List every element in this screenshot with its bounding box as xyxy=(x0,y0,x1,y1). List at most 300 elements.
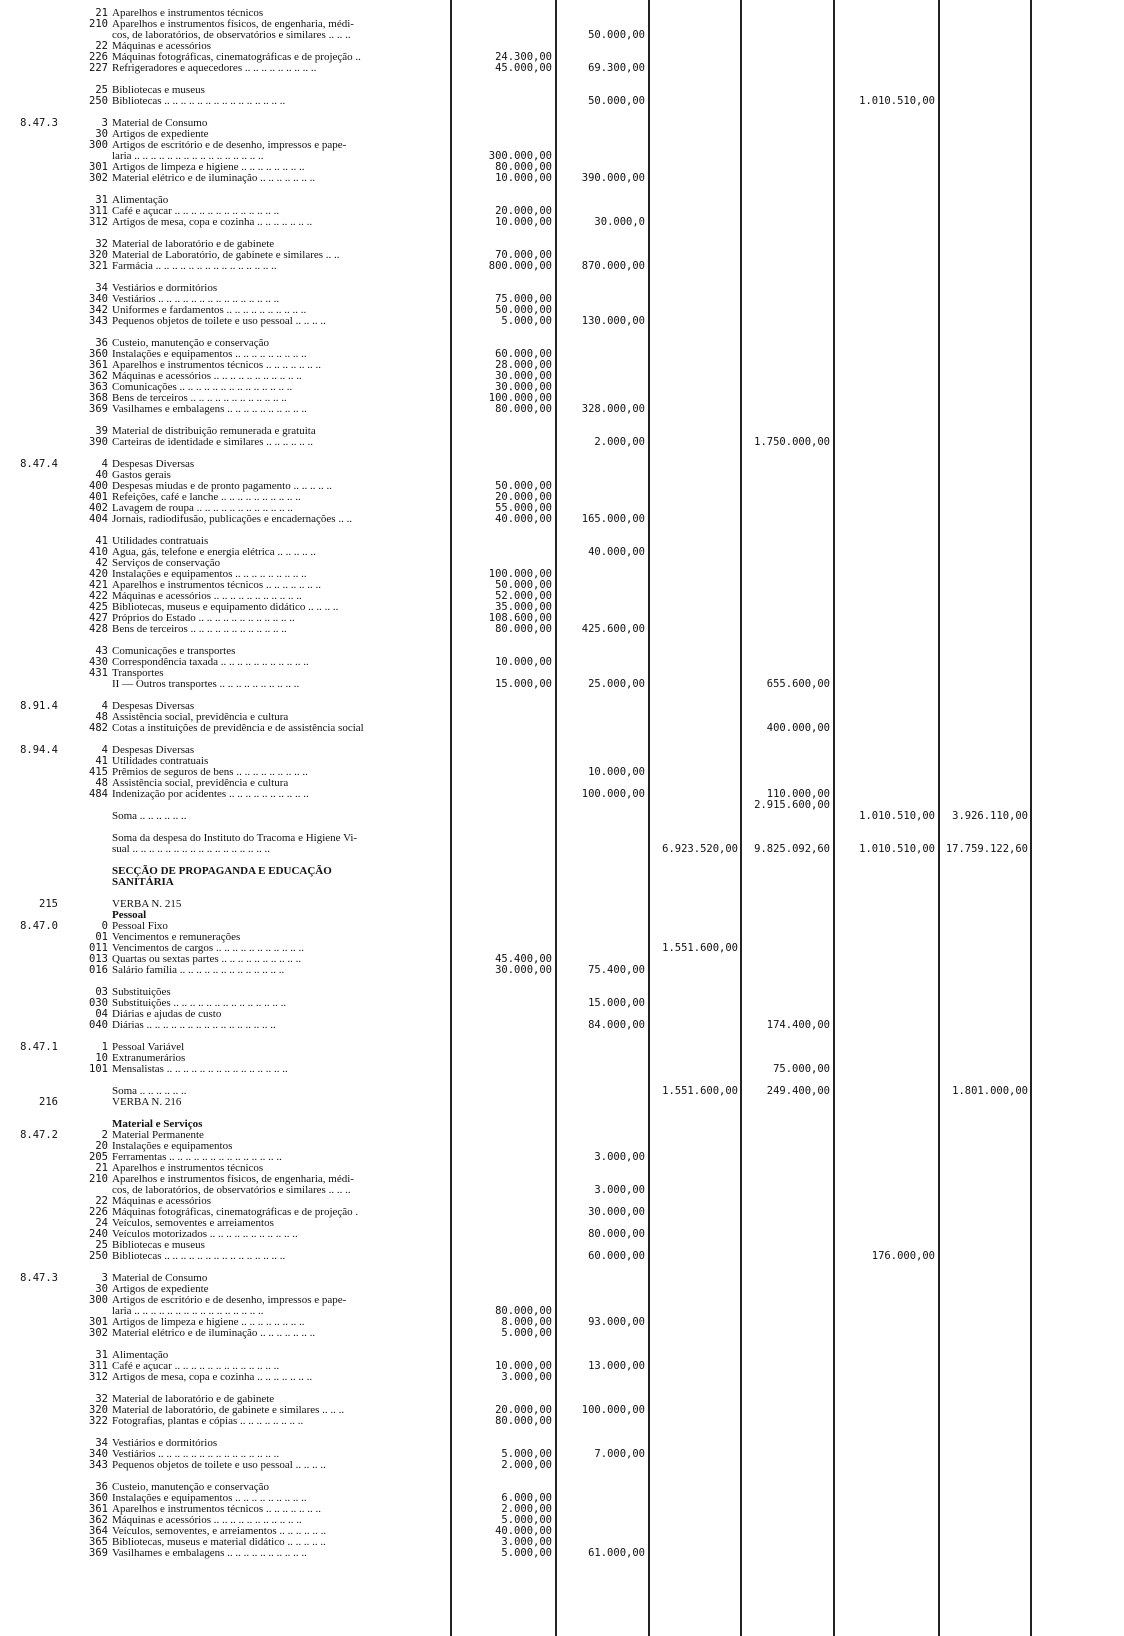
row-amount: 5.000,00 xyxy=(501,1514,552,1526)
row-code: 362 xyxy=(89,1514,108,1526)
row-amount: 100.000,00 xyxy=(581,1404,645,1416)
row-code: 30 xyxy=(95,128,108,140)
row-code: 8.47.4 xyxy=(20,458,58,470)
row-code: 421 xyxy=(89,579,108,591)
row-description: Bibliotecas, museus e material didático .. .. .. .. .. xyxy=(112,1536,326,1548)
row-amount: 2.000,00 xyxy=(501,1459,552,1471)
row-amount: 50.000,00 xyxy=(495,480,552,492)
row-description: laria .. .. .. .. .. .. .. .. .. .. .. .. .. .. .. .. xyxy=(112,150,264,162)
row-code: 4 xyxy=(101,458,108,470)
row-description: Ferramentas .. .. .. .. .. .. .. .. .. .. .. .. .. .. xyxy=(112,1151,282,1163)
row-code: 4 xyxy=(101,744,108,756)
row-description: Máquinas e acessórios xyxy=(112,1195,211,1207)
row-code: 361 xyxy=(89,359,108,371)
row-description: Artigos de expediente xyxy=(112,1283,209,1295)
row-code: 226 xyxy=(89,1206,108,1218)
row-description: Mensalistas .. .. .. .. .. .. .. .. .. .. .. .. .. .. .. xyxy=(112,1063,288,1075)
row-amount: 93.000,00 xyxy=(588,1316,645,1328)
row-description: Material de Consumo xyxy=(112,117,208,129)
row-description: Vestiários e dormitórios xyxy=(112,282,218,294)
row-description: Instalações e equipamentos .. .. .. .. .. .. .. .. .. xyxy=(112,568,307,580)
row-code: 320 xyxy=(89,1404,108,1416)
row-code: 25 xyxy=(95,1239,108,1251)
column-rule xyxy=(740,0,742,1636)
row-description: Gastos gerais xyxy=(112,469,171,481)
row-description: Aparelhos e instrumentos físicos, de engenharia, médi- xyxy=(112,1173,354,1185)
row-amount: 45.400,00 xyxy=(495,953,552,965)
row-amount: 61.000,00 xyxy=(588,1547,645,1559)
row-description: Custeio, manutenção e conservação xyxy=(112,337,269,349)
row-amount: 249.400,00 xyxy=(766,1085,830,1097)
row-description: Diárias e ajudas de custo xyxy=(112,1008,222,1020)
row-amount: 390.000,00 xyxy=(581,172,645,184)
row-code: 215 xyxy=(39,898,58,910)
row-code: 03 xyxy=(95,986,108,998)
row-code: 20 xyxy=(95,1140,108,1152)
row-description: Instalações e equipamentos .. .. .. .. .. .. .. .. .. xyxy=(112,348,307,360)
column-rule xyxy=(1030,0,1032,1636)
row-code: 301 xyxy=(89,1316,108,1328)
row-amount: 75.000,00 xyxy=(495,293,552,305)
row-amount: 1.750.000,00 xyxy=(754,436,830,448)
row-description: Bibliotecas e museus xyxy=(112,1239,205,1251)
row-description: Aparelhos e instrumentos físicos, de engenharia, médi- xyxy=(112,18,354,30)
row-description: Vencimentos e remunerações xyxy=(112,931,241,943)
row-description: Máquinas fotográficas, cinematográficas e de projeção . xyxy=(112,1206,359,1218)
row-code: 8.47.3 xyxy=(20,117,58,129)
row-amount: 2.000,00 xyxy=(501,1503,552,1515)
row-code: 360 xyxy=(89,1492,108,1504)
row-amount: 50.000,00 xyxy=(495,579,552,591)
row-description: Pessoal Fixo xyxy=(112,920,168,932)
row-amount: 174.400,00 xyxy=(766,1019,830,1031)
row-description: Alimentação xyxy=(112,1349,169,1361)
row-code: 363 xyxy=(89,381,108,393)
row-description: Pequenos objetos de toilete e uso pessoal .. .. .. .. xyxy=(112,1459,326,1471)
row-amount: 300.000,00 xyxy=(488,150,552,162)
row-amount: 3.000,00 xyxy=(501,1371,552,1383)
row-code: 427 xyxy=(89,612,108,624)
row-description: Máquinas fotográficas, cinematográficas e de projeção .. xyxy=(112,51,361,63)
row-description: Artigos de mesa, copa e cozinha .. .. .. .. .. .. .. xyxy=(112,1371,313,1383)
row-amount: 870.000,00 xyxy=(581,260,645,272)
row-description: Despesas Diversas xyxy=(112,700,195,712)
row-description: Material elétrico e de iluminação .. .. .. .. .. .. .. xyxy=(112,172,316,184)
row-amount: 5.000,00 xyxy=(501,315,552,327)
row-amount: 20.000,00 xyxy=(495,1404,552,1416)
row-amount: 1.010.510,00 xyxy=(859,843,935,855)
row-code: 216 xyxy=(39,1096,58,1108)
row-description: Material de Laboratório, de gabinete e similares .. .. xyxy=(112,249,340,261)
row-code: 42 xyxy=(95,557,108,569)
row-description: Artigos de limpeza e higiene .. .. .. .. .. .. .. .. xyxy=(112,1316,305,1328)
row-code: 101 xyxy=(89,1063,108,1075)
row-code: 312 xyxy=(89,216,108,228)
column-rule xyxy=(450,0,452,1636)
row-amount: 5.000,00 xyxy=(501,1547,552,1559)
row-description: Instalações e equipamentos .. .. .. .. .. .. .. .. .. xyxy=(112,1492,307,1504)
row-code: 369 xyxy=(89,1547,108,1559)
row-amount: 800.000,00 xyxy=(488,260,552,272)
row-description: Farmácia .. .. .. .. .. .. .. .. .. .. .. .. .. .. .. xyxy=(112,260,277,272)
row-code: 030 xyxy=(89,997,108,1009)
row-code: 430 xyxy=(89,656,108,668)
row-amount: 1.010.510,00 xyxy=(859,95,935,107)
row-amount: 15.000,00 xyxy=(495,678,552,690)
row-description: SANITÁRIA xyxy=(112,876,174,888)
row-amount: 80.000,00 xyxy=(495,1415,552,1427)
row-description: Vestiários .. .. .. .. .. .. .. .. .. .. .. .. .. .. .. xyxy=(112,1448,280,1460)
row-code: 2 xyxy=(101,1129,108,1141)
row-code: 343 xyxy=(89,315,108,327)
row-code: 40 xyxy=(95,469,108,481)
row-amount: 10.000,00 xyxy=(495,172,552,184)
row-amount: 30.000,00 xyxy=(495,370,552,382)
row-description: Assistência social, previdência e cultura xyxy=(112,711,289,723)
row-description: Assistência social, previdência e cultura xyxy=(112,777,289,789)
row-amount: 69.300,00 xyxy=(588,62,645,74)
row-amount: 15.000,00 xyxy=(588,997,645,1009)
row-description: Material e Serviços xyxy=(112,1118,203,1130)
row-description: Aparelhos e instrumentos técnicos .. .. .. .. .. .. .. xyxy=(112,1503,321,1515)
row-code: 342 xyxy=(89,304,108,316)
row-code: 402 xyxy=(89,502,108,514)
row-code: 250 xyxy=(89,95,108,107)
row-amount: 6.923.520,00 xyxy=(662,843,738,855)
column-rule xyxy=(555,0,557,1636)
row-amount: 108.600,00 xyxy=(488,612,552,624)
row-code: 210 xyxy=(89,1173,108,1185)
row-amount: 10.000,00 xyxy=(495,1360,552,1372)
row-code: 368 xyxy=(89,392,108,404)
row-amount: 1.551.600,00 xyxy=(662,942,738,954)
row-description: VERBA N. 215 xyxy=(112,898,182,910)
row-description: Máquinas e acessórios .. .. .. .. .. .. .. .. .. .. .. xyxy=(112,370,302,382)
row-code: 210 xyxy=(89,18,108,30)
row-amount: 75.000,00 xyxy=(773,1063,830,1075)
row-description: Material de distribuição remunerada e gratuita xyxy=(112,425,316,437)
row-description: Aparelhos e instrumentos técnicos xyxy=(112,1162,264,1174)
row-code: 340 xyxy=(89,1448,108,1460)
row-code: 04 xyxy=(95,1008,108,1020)
row-code: 425 xyxy=(89,601,108,613)
row-description: Material de laboratório e de gabinete xyxy=(112,238,275,250)
row-amount: 8.000,00 xyxy=(501,1316,552,1328)
row-description: Fotografias, plantas e cópias .. .. .. .. .. .. .. .. xyxy=(112,1415,304,1427)
row-description: Próprios do Estado .. .. .. .. .. .. .. .. .. .. .. .. xyxy=(112,612,295,624)
row-description: Vencimentos de cargos .. .. .. .. .. .. .. .. .. .. .. xyxy=(112,942,304,954)
row-code: 34 xyxy=(95,1437,108,1449)
column-rule xyxy=(833,0,835,1636)
row-amount: 400.000,00 xyxy=(766,722,830,734)
row-code: 10 xyxy=(95,1052,108,1064)
row-code: 415 xyxy=(89,766,108,778)
row-code: 43 xyxy=(95,645,108,657)
row-code: 369 xyxy=(89,403,108,415)
row-amount: 35.000,00 xyxy=(495,601,552,613)
row-description: Carteiras de identidade e similares .. .. .. .. .. .. xyxy=(112,436,313,448)
row-code: 226 xyxy=(89,51,108,63)
row-code: 322 xyxy=(89,1415,108,1427)
row-amount: 30.000,0 xyxy=(594,216,645,228)
row-description: Vasilhames e embalagens .. .. .. .. .. .. .. .. .. .. xyxy=(112,1547,307,1559)
row-code: 016 xyxy=(89,964,108,976)
row-code: 484 xyxy=(89,788,108,800)
row-code: 321 xyxy=(89,260,108,272)
row-code: 404 xyxy=(89,513,108,525)
row-amount: 45.000,00 xyxy=(495,62,552,74)
row-code: 25 xyxy=(95,84,108,96)
row-description: Uniformes e fardamentos .. .. .. .. .. .. .. .. .. .. xyxy=(112,304,307,316)
row-amount: 40.000,00 xyxy=(588,546,645,558)
row-amount: 55.000,00 xyxy=(495,502,552,514)
row-description: Custeio, manutenção e conservação xyxy=(112,1481,269,1493)
row-code: 205 xyxy=(89,1151,108,1163)
row-description: Artigos de limpeza e higiene .. .. .. .. .. .. .. .. xyxy=(112,161,305,173)
row-description: Pessoal Variável xyxy=(112,1041,185,1053)
row-description: Bibliotecas .. .. .. .. .. .. .. .. .. .. .. .. .. .. .. xyxy=(112,95,286,107)
row-code: 8.47.2 xyxy=(20,1129,58,1141)
row-description: Despesas miudas e de pronto pagamento .. .. .. .. .. xyxy=(112,480,332,492)
row-code: 48 xyxy=(95,777,108,789)
row-description: VERBA N. 216 xyxy=(112,1096,182,1108)
row-description: Cotas a instituições de previdência e de assistência social xyxy=(112,722,364,734)
row-description: Agua, gás, telefone e energia elétrica .. .. .. .. .. xyxy=(112,546,316,558)
row-code: 040 xyxy=(89,1019,108,1031)
row-amount: 3.000,00 xyxy=(594,1184,645,1196)
row-amount: 655.600,00 xyxy=(766,678,830,690)
row-code: 343 xyxy=(89,1459,108,1471)
row-code: 36 xyxy=(95,1481,108,1493)
row-amount: 165.000,00 xyxy=(581,513,645,525)
row-amount: 40.000,00 xyxy=(495,513,552,525)
row-description: Substituições .. .. .. .. .. .. .. .. .. .. .. .. .. .. xyxy=(112,997,287,1009)
row-code: 32 xyxy=(95,238,108,250)
row-code: 312 xyxy=(89,1371,108,1383)
row-amount: 2.915.600,00 xyxy=(754,799,830,811)
row-description: II — Outros transportes .. .. .. .. .. .. .. .. .. .. xyxy=(112,678,300,690)
row-amount: 30.000,00 xyxy=(588,1206,645,1218)
row-description: Alimentação xyxy=(112,194,169,206)
row-amount: 28.000,00 xyxy=(495,359,552,371)
row-code: 34 xyxy=(95,282,108,294)
row-code: 3 xyxy=(101,1272,108,1284)
row-code: 1 xyxy=(101,1041,108,1053)
row-amount: 40.000,00 xyxy=(495,1525,552,1537)
row-code: 31 xyxy=(95,1349,108,1361)
row-description: Vasilhames e embalagens .. .. .. .. .. .. .. .. .. .. xyxy=(112,403,307,415)
row-code: 4 xyxy=(101,700,108,712)
row-code: 31 xyxy=(95,194,108,206)
row-description: Veículos motorizados .. .. .. .. .. .. .. .. .. .. .. xyxy=(112,1228,298,1240)
row-description: Transportes xyxy=(112,667,164,679)
row-code: 22 xyxy=(95,1195,108,1207)
row-description: Material Permanente xyxy=(112,1129,204,1141)
row-code: 360 xyxy=(89,348,108,360)
row-code: 21 xyxy=(95,1162,108,1174)
row-amount: 80.000,00 xyxy=(495,403,552,415)
row-amount: 5.000,00 xyxy=(501,1448,552,1460)
row-code: 36 xyxy=(95,337,108,349)
row-amount: 328.000,00 xyxy=(581,403,645,415)
row-code: 21 xyxy=(95,7,108,19)
row-amount: 60.000,00 xyxy=(588,1250,645,1262)
row-description: Salário família .. .. .. .. .. .. .. .. .. .. .. .. .. xyxy=(112,964,285,976)
row-description: Soma .. .. .. .. .. .. xyxy=(112,810,187,822)
row-description: Artigos de mesa, copa e cozinha .. .. .. .. .. .. .. xyxy=(112,216,313,228)
row-amount: 80.000,00 xyxy=(495,623,552,635)
row-description: Despesas Diversas xyxy=(112,744,195,756)
row-code: 8.47.3 xyxy=(20,1272,58,1284)
row-code: 364 xyxy=(89,1525,108,1537)
row-amount: 6.000,00 xyxy=(501,1492,552,1504)
row-description: Utilidades contratuais xyxy=(112,755,209,767)
row-amount: 70.000,00 xyxy=(495,249,552,261)
row-code: 39 xyxy=(95,425,108,437)
row-description: Correspondência taxada .. .. .. .. .. .. .. .. .. .. .. xyxy=(112,656,309,668)
row-code: 302 xyxy=(89,172,108,184)
row-code: 340 xyxy=(89,293,108,305)
row-code: 250 xyxy=(89,1250,108,1262)
row-description: Quartas ou sextas partes .. .. .. .. .. .. .. .. .. .. xyxy=(112,953,302,965)
row-description: Serviços de conservação xyxy=(112,557,221,569)
row-code: 311 xyxy=(89,1360,108,1372)
row-description: Aparelhos e instrumentos técnicos xyxy=(112,7,264,19)
row-description: Bibliotecas e museus xyxy=(112,84,205,96)
column-rule xyxy=(648,0,650,1636)
row-description: Aparelhos e instrumentos técnicos .. .. .. .. .. .. .. xyxy=(112,579,321,591)
row-description: Vestiários e dormitórios xyxy=(112,1437,218,1449)
row-description: Jornais, radiodifusão, publicações e encadernações .. .. xyxy=(112,513,353,525)
row-code: 410 xyxy=(89,546,108,558)
row-amount: 1.551.600,00 xyxy=(662,1085,738,1097)
row-description: Comunicações e transportes xyxy=(112,645,236,657)
row-description: Utilidades contratuais xyxy=(112,535,209,547)
row-description: Material de Consumo xyxy=(112,1272,208,1284)
row-code: 362 xyxy=(89,370,108,382)
row-amount: 100.000,00 xyxy=(581,788,645,800)
row-code: 48 xyxy=(95,711,108,723)
row-code: 32 xyxy=(95,1393,108,1405)
row-amount: 13.000,00 xyxy=(588,1360,645,1372)
row-amount: 176.000,00 xyxy=(871,1250,935,1262)
row-code: 8.91.4 xyxy=(20,700,58,712)
row-amount: 84.000,00 xyxy=(588,1019,645,1031)
row-code: 240 xyxy=(89,1228,108,1240)
row-description: Bens de terceiros .. .. .. .. .. .. .. .. .. .. .. .. xyxy=(112,392,287,404)
row-description: Veículos, semoventes e arreiamentos xyxy=(112,1217,274,1229)
row-amount: 50.000,00 xyxy=(588,29,645,41)
column-rule xyxy=(938,0,940,1636)
row-amount: 130.000,00 xyxy=(581,315,645,327)
row-description: Máquinas e acessórios xyxy=(112,40,211,52)
row-description: Refeições, café e lanche .. .. .. .. .. .. .. .. .. .. xyxy=(112,491,301,503)
row-amount: 75.400,00 xyxy=(588,964,645,976)
row-description: Vestiários .. .. .. .. .. .. .. .. .. .. .. .. .. .. .. xyxy=(112,293,280,305)
row-amount: 80.000,00 xyxy=(495,161,552,173)
row-amount: 5.000,00 xyxy=(501,1327,552,1339)
row-amount: 10.000,00 xyxy=(588,766,645,778)
row-description: Comunicações .. .. .. .. .. .. .. .. .. .. .. .. .. .. xyxy=(112,381,293,393)
row-code: 301 xyxy=(89,161,108,173)
row-description: Pessoal xyxy=(112,909,147,921)
row-description: SECÇÃO DE PROPAGANDA E EDUCAÇÃO xyxy=(112,865,332,877)
row-description: Substituições xyxy=(112,986,171,998)
row-code: 320 xyxy=(89,249,108,261)
row-code: 3 xyxy=(101,117,108,129)
row-code: 41 xyxy=(95,755,108,767)
row-amount: 3.000,00 xyxy=(594,1151,645,1163)
row-code: 227 xyxy=(89,62,108,74)
row-description: Pequenos objetos de toilete e uso pessoal .. .. .. .. xyxy=(112,315,326,327)
row-amount: 100.000,00 xyxy=(488,392,552,404)
row-code: 361 xyxy=(89,1503,108,1515)
row-description: Despesas Diversas xyxy=(112,458,195,470)
row-description: Instalações e equipamentos xyxy=(112,1140,233,1152)
row-description: Máquinas e acessórios .. .. .. .. .. .. .. .. .. .. .. xyxy=(112,590,302,602)
row-code: 8.47.0 xyxy=(20,920,58,932)
row-code: 8.47.1 xyxy=(20,1041,58,1053)
row-amount: 7.000,00 xyxy=(594,1448,645,1460)
row-amount: 100.000,00 xyxy=(488,568,552,580)
row-description: cos, de laboratórios, de observatórios e similares .. .. .. xyxy=(112,1184,351,1196)
row-code: 428 xyxy=(89,623,108,635)
row-code: 24 xyxy=(95,1217,108,1229)
row-code: 30 xyxy=(95,1283,108,1295)
row-description: Refrigeradores e aquecedores .. .. .. .. .. .. .. .. .. xyxy=(112,62,317,74)
row-description: Café e açucar .. .. .. .. .. .. .. .. .. .. .. .. .. xyxy=(112,205,280,217)
row-amount: 9.825.092,60 xyxy=(754,843,830,855)
row-amount: 52.000,00 xyxy=(495,590,552,602)
row-amount: 50.000,00 xyxy=(588,95,645,107)
row-amount: 24.300,00 xyxy=(495,51,552,63)
row-code: 431 xyxy=(89,667,108,679)
row-description: Bens de terceiros .. .. .. .. .. .. .. .. .. .. .. .. xyxy=(112,623,287,635)
row-code: 0 xyxy=(101,920,108,932)
row-description: Soma da despesa do Instituto do Tracoma e Higiene Vi- xyxy=(112,832,358,844)
row-code: 01 xyxy=(95,931,108,943)
row-code: 8.94.4 xyxy=(20,744,58,756)
row-description: Material elétrico e de iluminação .. .. .. .. .. .. .. xyxy=(112,1327,316,1339)
row-description: Diárias .. .. .. .. .. .. .. .. .. .. .. .. .. .. .. .. xyxy=(112,1019,276,1031)
row-amount: 10.000,00 xyxy=(495,216,552,228)
row-amount: 80.000,00 xyxy=(495,1305,552,1317)
row-description: Material de laboratório e de gabinete xyxy=(112,1393,275,1405)
row-code: 22 xyxy=(95,40,108,52)
row-amount: 25.000,00 xyxy=(588,678,645,690)
row-amount: 30.000,00 xyxy=(495,381,552,393)
row-code: 390 xyxy=(89,436,108,448)
row-amount: 20.000,00 xyxy=(495,205,552,217)
row-description: sual .. .. .. .. .. .. .. .. .. .. .. .. .. .. .. .. .. xyxy=(112,843,270,855)
row-amount: 425.600,00 xyxy=(581,623,645,635)
row-code: 365 xyxy=(89,1536,108,1548)
row-amount: 3.926.110,00 xyxy=(952,810,1028,822)
row-code: 400 xyxy=(89,480,108,492)
row-description: Café e açucar .. .. .. .. .. .. .. .. .. .. .. .. .. xyxy=(112,1360,280,1372)
row-description: cos, de laboratórios, de observatórios e similares .. .. .. xyxy=(112,29,351,41)
row-code: 011 xyxy=(89,942,108,954)
row-description: Soma .. .. .. .. .. .. xyxy=(112,1085,187,1097)
row-amount: 1.801.000,00 xyxy=(952,1085,1028,1097)
row-code: 311 xyxy=(89,205,108,217)
row-code: 482 xyxy=(89,722,108,734)
row-amount: 60.000,00 xyxy=(495,348,552,360)
row-description: Artigos de escritório e de desenho, impressos e pape- xyxy=(112,139,347,151)
row-amount: 30.000,00 xyxy=(495,964,552,976)
row-amount: 10.000,00 xyxy=(495,656,552,668)
row-amount: 3.000,00 xyxy=(501,1536,552,1548)
